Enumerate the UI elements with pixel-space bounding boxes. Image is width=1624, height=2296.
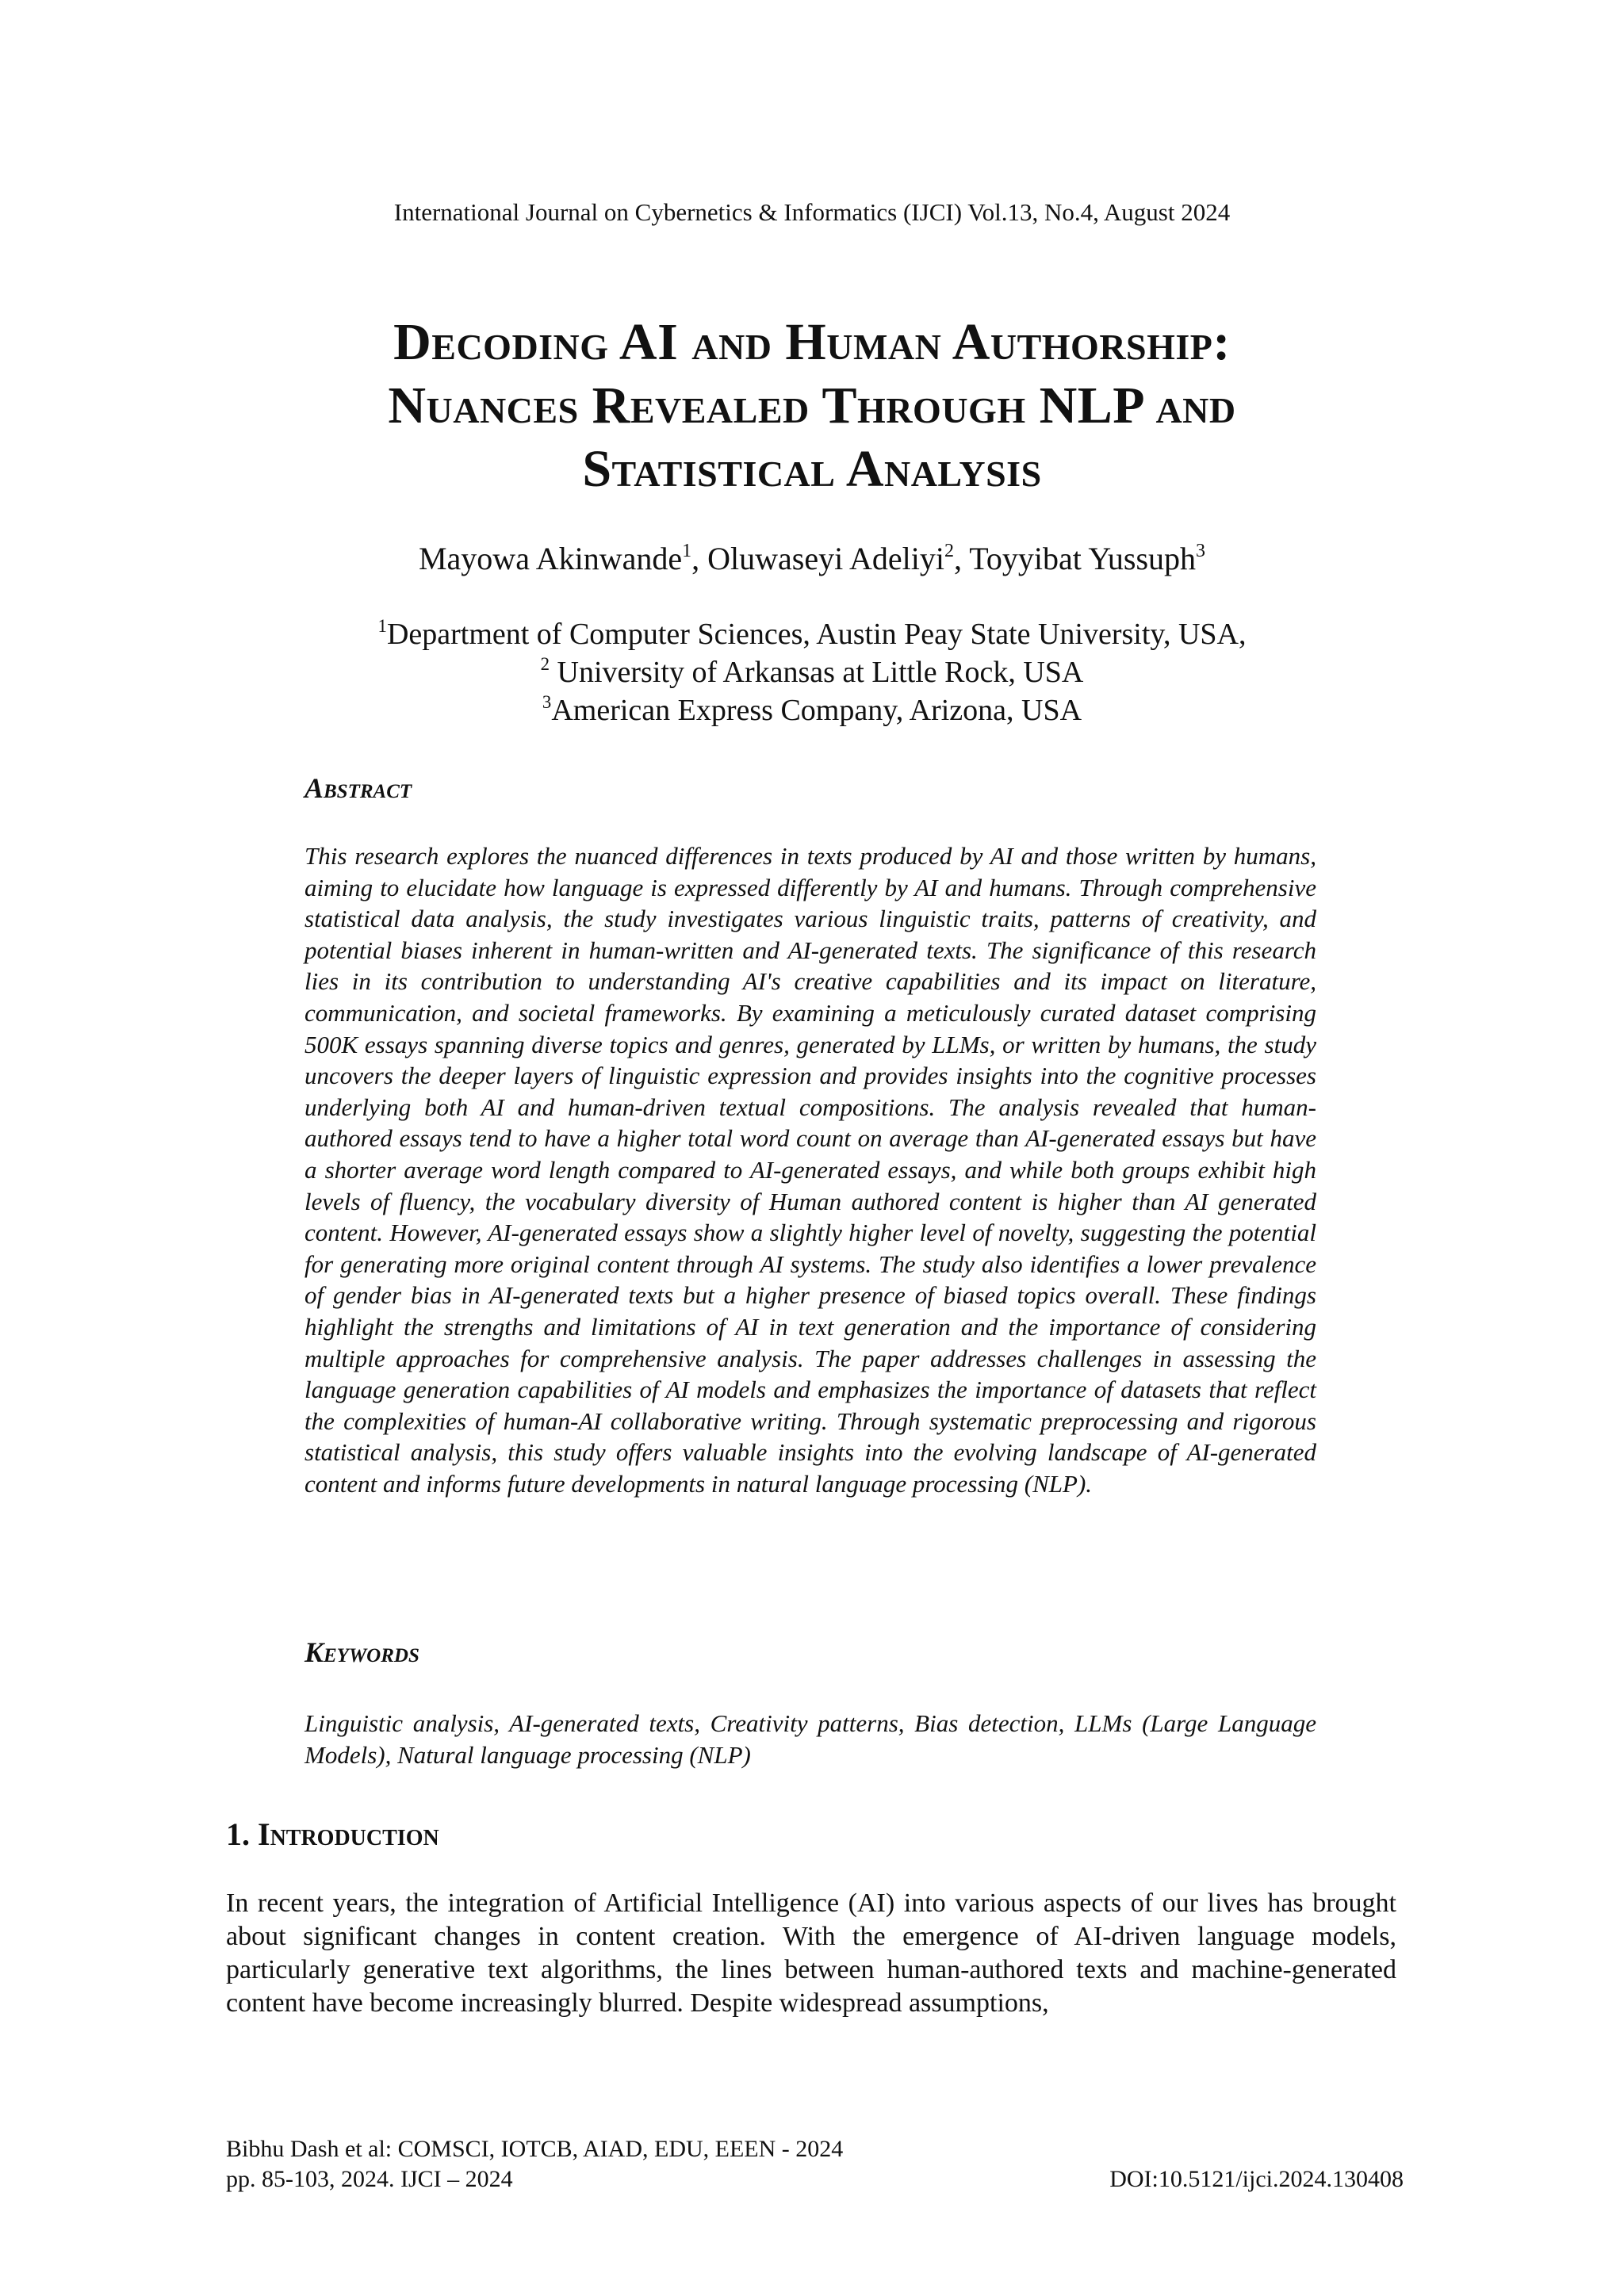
author-affil-mark: 3 (1196, 541, 1206, 562)
keywords-text: Linguistic analysis, AI-generated texts, Creativity patterns, Bias detection, LLMs (Large Language Models), Natural language processing (NLP) (304, 1709, 1316, 1769)
author-affil-mark: 1 (682, 541, 692, 562)
abstract-heading: Abstract (304, 772, 412, 804)
introduction-text: In recent years, the integration of Artificial Intelligence (AI) into various aspects of our lives has brought about significant changes in content creation. With the emergence of AI-driven language models, particularly generative text algorithms, the lines between human-authored texts and machine-generated content have become increasingly blurred. Despite widespread assumptions, (226, 1888, 1396, 2018)
journal-header: International Journal on Cybernetics & Informatics (IJCI) Vol.13, No.4, August 2024 (393, 198, 1231, 226)
affil-mark: 2 (540, 654, 550, 675)
paper-title (159, 311, 1465, 501)
abstract-text: This research explores the nuanced differences in texts produced by AI and those written by humans, aiming to elucidate how language is expressed differently by AI and humans. Through comprehensive statistical data analysis, the study investigates various linguistic traits, patterns of creativity, and potential biases inherent in human-written and AI-generated texts. The significance of this research lies in its contribution to understanding AI's creative capabilities and its impact on literature, communication, and societal frameworks. By examining a meticulously curated dataset comprising 500K essays spanning diverse topics and genres, generated by LLMs, or written by humans, the study uncovers the deeper layers of linguistic expression and provides insights into the cognitive processes underlying both AI and human-driven textual compositions. The analysis revealed that human-authored essays tend to have a higher total word count on average than AI-generated essays but have a shorter average word length compared to AI-generated essays, and while both groups exhibit high levels of fluency, the vocabulary diversity of Human authored content is higher than AI generated content. However, AI-generated essays show a slightly higher level of novelty, suggesting the potential for generating more original content through AI systems. The study also identifies a lower prevalence of gender bias in AI-generated texts but a higher presence of biased topics overall. These findings highlight the strengths and limitations of AI in text generation and the importance of considering multiple approaches for comprehensive analysis. The paper addresses challenges in assessing the language generation capabilities of AI models and emphasizes the importance of datasets that reflect the complexities of human-AI collaborative writing. Through systematic preprocessing and rigorous statistical analysis, this study offers valuable insights into the evolving landscape of AI-generated content and informs future developments in natural language processing (NLP). (304, 842, 1316, 1498)
author-list (0, 539, 1624, 579)
title-line-1: Decoding AI and Human Authorship: (393, 313, 1231, 371)
title-line-3: Statistical Analysis (582, 440, 1042, 498)
introduction-heading: 1. Introduction (226, 1816, 439, 1852)
affil-mark: 3 (542, 692, 552, 713)
author-name: Toyyibat Yussuph (969, 541, 1197, 576)
affil-text: University of Arkansas at Little Rock, USA (550, 656, 1084, 689)
affiliations (0, 615, 1624, 729)
author-separator: , (954, 541, 970, 576)
affiliation-line (0, 653, 1624, 691)
author-separator: , (691, 541, 708, 576)
author-affil-mark: 2 (944, 541, 954, 562)
affil-text: Department of Computer Sciences, Austin Peay State University, USA, (386, 618, 1247, 651)
footer-doi: DOI:10.5121/ijci.2024.130408 (1109, 2166, 1404, 2192)
footer-line-1: Bibhu Dash et al: COMSCI, IOTCB, AIAD, EDU, EEEN - 2024 (226, 2136, 844, 2162)
keywords-heading: Keywords (304, 1636, 419, 1668)
affiliation-line (0, 691, 1624, 729)
footer-citation (226, 2134, 843, 2195)
author-name: Oluwaseyi Adeliyi (707, 541, 944, 576)
affiliation-line (0, 615, 1624, 653)
affil-text: American Express Company, Arizona, USA (551, 694, 1082, 727)
footer-line-2: pp. 85-103, 2024. IJCI – 2024 (226, 2166, 513, 2192)
author-name: Mayowa Akinwande (418, 541, 683, 576)
title-line-2: Nuances Revealed Through NLP and (388, 377, 1236, 434)
affil-mark: 1 (377, 616, 387, 637)
